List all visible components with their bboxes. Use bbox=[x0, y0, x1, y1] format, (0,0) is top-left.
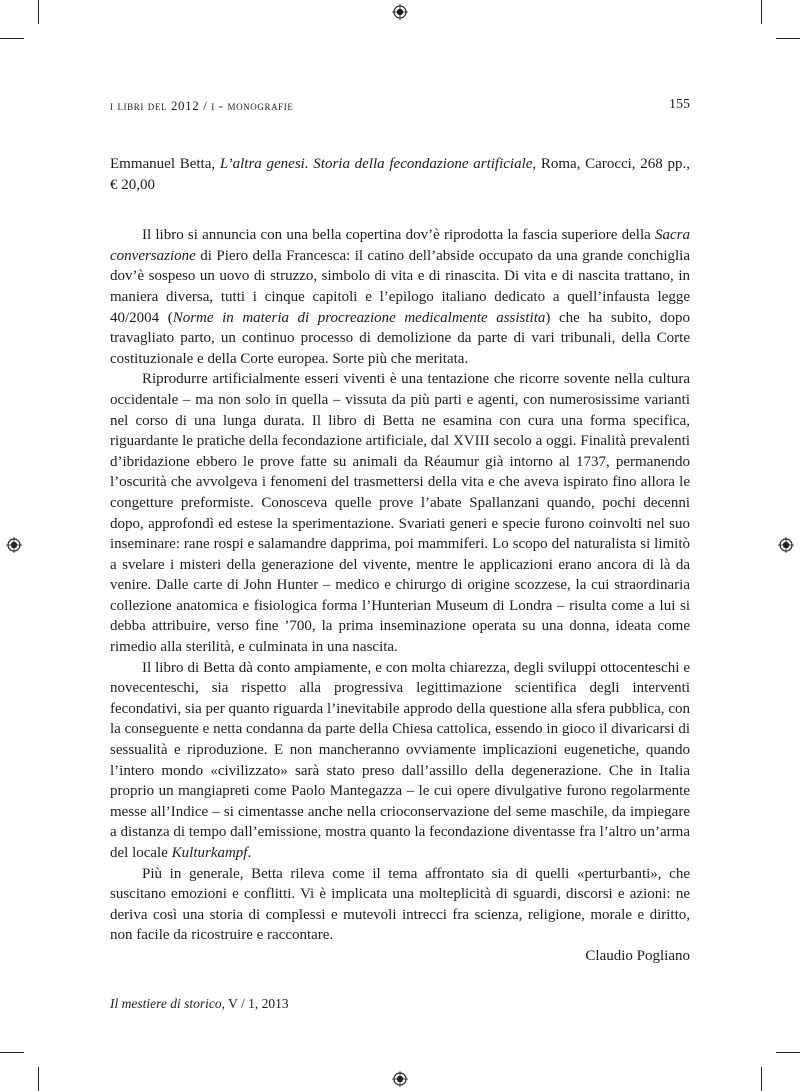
journal-issue: , V / 1, 2013 bbox=[221, 996, 289, 1011]
page-number: 155 bbox=[669, 97, 690, 112]
crop-mark bbox=[776, 1052, 800, 1053]
paragraph-1 bbox=[110, 225, 690, 369]
italic-run: Kulturkampf bbox=[171, 845, 248, 861]
italic-run: Sacra conversazione bbox=[110, 227, 690, 264]
registration-mark-icon bbox=[6, 537, 22, 553]
text-run: . bbox=[247, 845, 252, 861]
crop-mark bbox=[0, 38, 24, 39]
text-run: Il libro di Betta dà conto ampiamente, e con molta chiarezza, degli sviluppi ottocenteschi e novecenteschi, sia rispetto alla progressiva legittimazione scientifica degli interventi fecondativi, sia per quanto riguarda l’inevitabile approdo della questione alla sfera pubblica, con la conseguente e netta condanna da parte della Chiesa cattolica, essendo in gioco il divaricarsi di sessualità e riproduzione. E non mancheranno ovviamente implicazioni eugenetiche, quando l’intero mondo «civilizzato» sarà stato preso dall’assillo della degenerazione. Che in Italia proprio un mangiapreti come Paolo Mantegazza – le cui opere divulgative furono regolarmente messe all’Indice – si cimentasse anche nella crioconservazione del seme maschile, da impiegare a distanza di tempo dall’emissione, mostra quanto la fecondazione diventasse fra l’altro un’arma del locale bbox=[110, 659, 690, 861]
paragraph-2: Riprodurre artificialmente esseri viventi è una tentazione che ricorre sovente nella cultura occidentale – ma non solo in quella – vissuta da più parti e agenti, con numerosissime varianti nel corso di una lunga durata. Il libro di Betta ne esamina con cura una forma specifica, riguardante le pratiche della fecondazione artificiale, dal XVIII secolo a oggi. Finalità prevalenti d’ibridazione ebbero le prove fatte su animali da Réaumur già intorno al 1737, permanendo l’oscurità che avvolgeva i fenomeni del trasmettersi della vita e che aveva ispirato fino allora le congetture preformiste. Conosceva quelle prove l’abate Spallanzani quando, pochi decenni dopo, approfondì ed estese la sperimentazione. Svariati generi e specie furono coinvolti nel suo inseminare: rane rospi e salamandre dapprima, poi mammiferi. Lo scopo del naturalista si limitò a svelare i misteri della generazione del vivente, mentre le applicazioni erano ancora di là da venire. Dalle carte di John Hunter – medico e chirurgo di origine scozzese, la cui straordinaria collezione anatomica e fisiologica forma l’Hunterian Museum di Londra – risulta come a lui si debba attribuire, verso fine ’700, la prima inseminazione operata su una donna, ideata come rimedio alla sterilità, e culminata in una nascita. bbox=[110, 371, 690, 656]
citation-author: Emmanuel Betta, bbox=[110, 156, 220, 172]
italic-run: Norme in materia di procreazione medicalmente assistita bbox=[172, 309, 546, 326]
citation-publication: , Roma, Carocci, 268 pp., € 20,00 bbox=[110, 156, 690, 193]
running-head bbox=[110, 98, 690, 114]
text-run: ) che ha subito, dopo travagliato parto, un continuo processo di demolizione da parte di vari tribunali, della Corte costituzionale e della Corte europea. Sorte più che meritata. bbox=[110, 309, 690, 367]
crop-mark bbox=[0, 1052, 24, 1053]
journal-title: Il mestiere di storico bbox=[110, 996, 222, 1011]
crop-mark bbox=[761, 0, 762, 24]
crop-mark bbox=[38, 0, 39, 24]
reviewer-signature: Claudio Pogliano bbox=[585, 947, 690, 964]
crop-mark bbox=[38, 1067, 39, 1091]
text-run: di Piero della Francesca: il catino dell’abside occupato da una grande conchiglia dov’è sospeso un uovo di struzzo, simbolo di vita e di rinascita. Di vita e di nascita trattano, in maniera diversa, tutti i cinque capitoli e l’epilogo italiano dedicato a quell’infausta legge 40/2004 ( bbox=[110, 247, 690, 326]
paragraph-4: Più in generale, Betta rileva come il tema affrontato sia di quelli «perturbanti», che suscitano emozioni e conflitti. Vi è implicata una molteplicità di sguardi, discorsi e azioni: ne deriva così una storia di complessi e mutevoli intrecci fra scienza, religione, morale e diritto, non facile da ricostruire e raccontare. bbox=[110, 865, 690, 944]
crop-mark bbox=[761, 1067, 762, 1091]
registration-mark-icon bbox=[392, 1071, 408, 1087]
registration-mark-icon bbox=[778, 537, 794, 553]
text-run: Il libro si annuncia con una bella copertina dov’è riprodotta la fascia superiore della bbox=[142, 227, 655, 244]
book-citation bbox=[110, 154, 690, 195]
paragraph-3 bbox=[110, 658, 690, 864]
journal-footer bbox=[110, 996, 289, 1012]
review-body bbox=[110, 154, 690, 967]
running-head-title: i libri del 2012 / i - monografie bbox=[110, 98, 294, 113]
crop-mark bbox=[776, 38, 800, 39]
registration-mark-icon bbox=[392, 4, 408, 20]
citation-title: L’altra genesi. Storia della fecondazione artificiale bbox=[219, 156, 533, 172]
